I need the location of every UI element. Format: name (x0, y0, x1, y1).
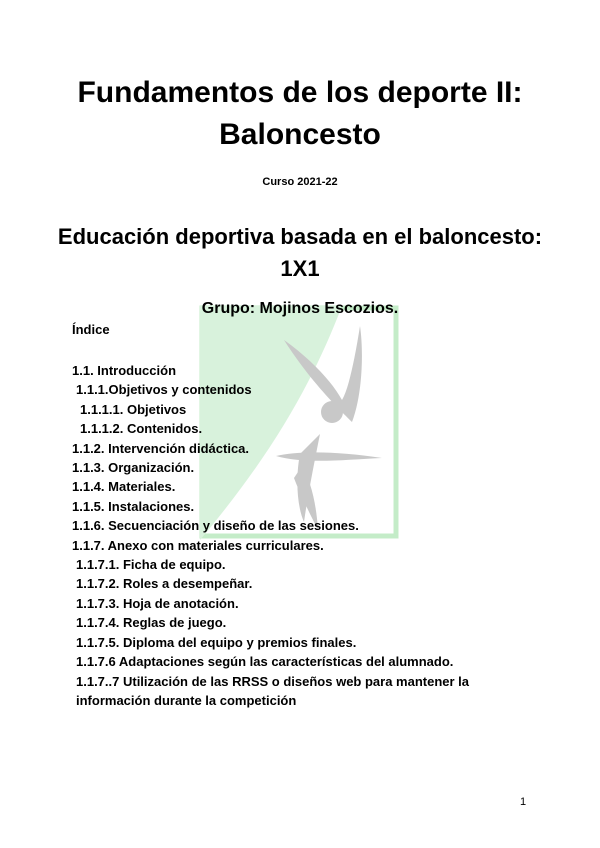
toc-item: 1.1.1.Objetivos y contenidos (76, 382, 252, 398)
toc-item: 1.1.6. Secuenciación y diseño de las sesiones. (72, 518, 359, 534)
toc-item: 1.1.4. Materiales. (72, 479, 176, 495)
subtitle-line-2: 1X1 (280, 256, 320, 281)
index-heading: Índice (72, 322, 110, 337)
group-name: Grupo: Mojinos Escozios. (201, 300, 399, 317)
course-label: Curso 2021-22 (262, 176, 338, 188)
toc-item: 1.1.7.5. Diploma del equipo y premios finales. (76, 634, 357, 650)
toc-item: 1.1.7. Anexo con materiales curriculares. (72, 537, 324, 553)
toc-item: 1.1. Introducción (72, 363, 177, 378)
toc-item: 1.1.2. Intervención didáctica. (72, 440, 250, 456)
document-subtitle (0, 221, 600, 285)
toc-item: 1.1.7.3. Hoja de anotación. (76, 595, 239, 611)
subtitle-line-1: Educación deportiva basada en el baloncesto: (57, 224, 543, 249)
toc-item: 1.1.5. Instalaciones. (72, 498, 195, 514)
title-line-2: Baloncesto (219, 118, 381, 151)
page-number: 1 (520, 796, 527, 808)
toc-item: 1.1.7..7 Utilización de las RRSS o diseños web para mantener la información durante la competición (76, 673, 470, 708)
title-line-1: Fundamentos de los deporte II: (77, 76, 523, 109)
toc-item: 1.1.7.4. Reglas de juego. (76, 615, 227, 631)
document-title (0, 72, 600, 156)
toc-item: 1.1.1.1. Objetivos (80, 401, 187, 417)
toc-item: 1.1.1.2. Contenidos. (80, 421, 203, 437)
toc-item: 1.1.7.2. Roles a desempeñar. (76, 576, 253, 592)
toc-item: 1.1.7.6 Adaptaciones según las características del alumnado. (76, 654, 454, 670)
toc-item: 1.1.7.1. Ficha de equipo. (76, 557, 226, 573)
table-of-contents (72, 361, 532, 710)
toc-item: 1.1.3. Organización. (72, 460, 195, 476)
